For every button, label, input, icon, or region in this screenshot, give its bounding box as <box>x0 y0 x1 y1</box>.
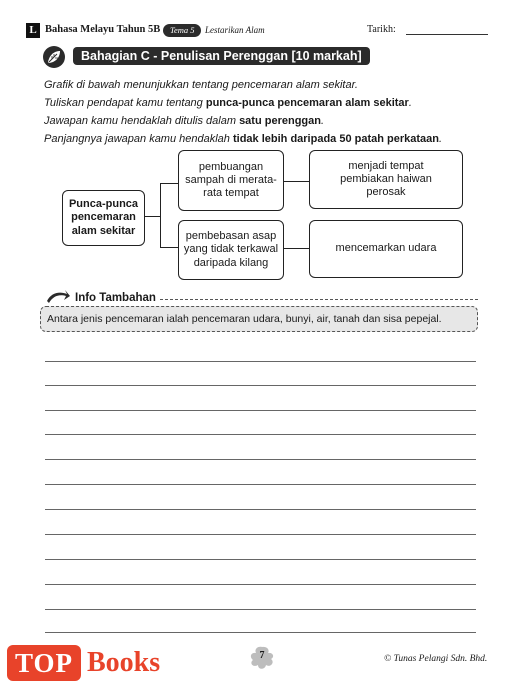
writing-line[interactable] <box>45 509 476 510</box>
tema-name: Lestarikan Alam <box>205 25 265 35</box>
info-divider <box>160 299 478 300</box>
topbooks-brand: Books <box>87 647 161 678</box>
info-box <box>40 306 478 332</box>
effect-box-1: menjadi tempat pembiakan haiwan perosak <box>309 150 463 209</box>
connector-bottom <box>160 247 178 248</box>
leaf-icon <box>42 45 66 69</box>
writing-line[interactable] <box>45 632 476 633</box>
copyright: © Tunas Pelangi Sdn. Bhd. <box>384 654 488 664</box>
section-title: Bahagian C - Penulisan Perenggan [10 markah] <box>73 47 370 65</box>
writing-line[interactable] <box>45 459 476 460</box>
date-label: Tarikh: <box>367 24 396 35</box>
instruction-line-1: Grafik di bawah menunjukkan tentang pencemaran alam sekitar. <box>44 79 358 91</box>
connector-cause2-effect2 <box>284 248 309 249</box>
writing-line[interactable] <box>45 484 476 485</box>
instruction-line-3: Jawapan kamu hendaklah ditulis dalam satu perenggan. <box>44 115 325 127</box>
connector-center <box>145 216 160 217</box>
date-input-line[interactable] <box>406 34 488 35</box>
effect-box-2: mencemarkan udara <box>309 220 463 278</box>
tema-badge: Tema 5 <box>163 24 201 37</box>
writing-line[interactable] <box>45 534 476 535</box>
instruction-line-2: Tuliskan pendapat kamu tentang punca-punca pencemaran alam sekitar. <box>44 97 412 109</box>
page-header <box>26 22 488 40</box>
instruction-line-4: Panjangnya jawapan kamu hendaklah tidak lebih daripada 50 patah perkataan. <box>44 133 443 145</box>
page-number: 7 <box>259 650 265 661</box>
connector-top <box>160 183 178 184</box>
writing-line[interactable] <box>45 609 476 610</box>
info-title: Info Tambahan <box>75 292 156 304</box>
book-title: Bahasa Melayu Tahun 5B <box>45 24 161 35</box>
info-text: Antara jenis pencemaran ialah pencemaran udara, bunyi, air, tanah dan sisa pepejal. <box>47 313 442 325</box>
connector-vertical <box>160 183 161 248</box>
publisher-logo-icon: L <box>26 23 40 38</box>
writing-line[interactable] <box>45 584 476 585</box>
cause-box-1: pembuangan sampah di merata-rata tempat <box>178 150 284 211</box>
writing-line[interactable] <box>45 361 476 362</box>
writing-line[interactable] <box>45 559 476 560</box>
cause-box-2: pembebasan asap yang tidak terkawal daripada kilang <box>178 220 284 280</box>
diagram-center-box: Punca-punca pencemaran alam sekitar <box>62 190 145 246</box>
connector-cause1-effect1 <box>284 181 309 182</box>
speech-arrow-icon <box>45 289 71 307</box>
writing-line[interactable] <box>45 385 476 386</box>
writing-line[interactable] <box>45 434 476 435</box>
topbooks-badge: TOP <box>7 645 81 681</box>
writing-line[interactable] <box>45 410 476 411</box>
